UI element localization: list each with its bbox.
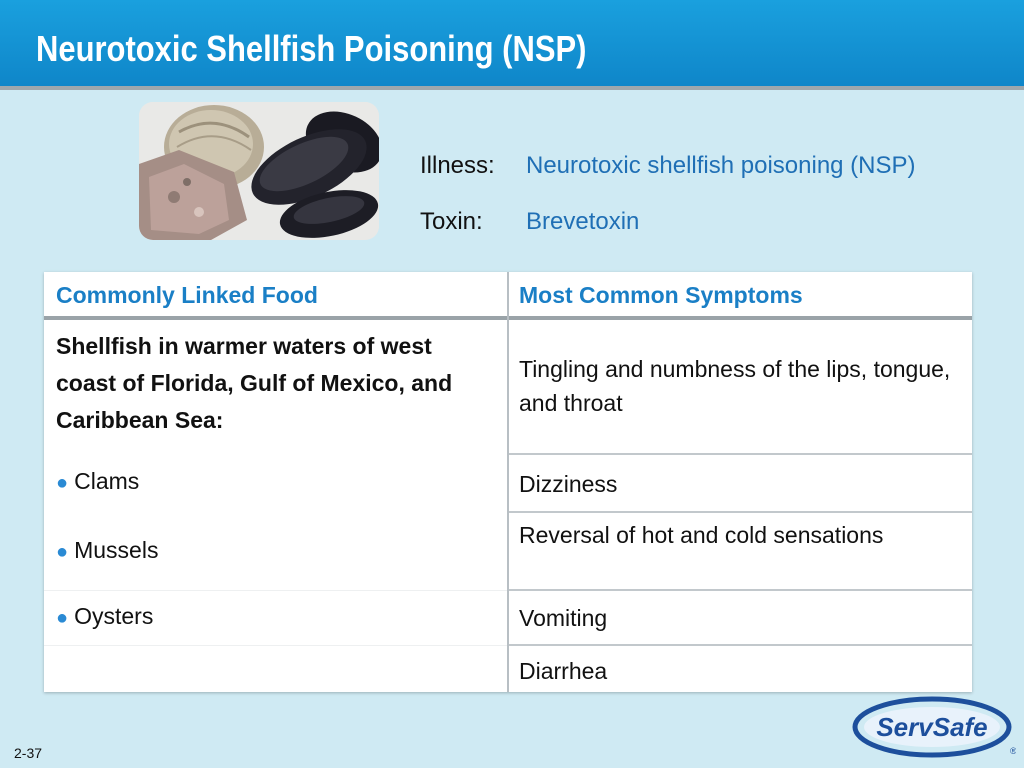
symptom-cell: Diarrhea xyxy=(519,658,608,684)
page-number: 2-37 xyxy=(14,745,43,761)
registered-mark: ® xyxy=(1010,746,1016,756)
symptom-cell: Tingling and numbness of the lips, tongue, and throat xyxy=(519,356,951,416)
bullet-icon: ● xyxy=(56,472,69,494)
header-food: Commonly Linked Food xyxy=(56,282,318,308)
illness-label: Illness: xyxy=(420,152,495,179)
symptom-cell: Vomiting xyxy=(519,605,608,631)
food-item: Oysters xyxy=(74,603,154,629)
bullet-icon: ● xyxy=(56,541,69,563)
row-divider xyxy=(509,644,972,646)
row-divider xyxy=(509,589,972,591)
food-symptom-table xyxy=(44,272,972,692)
illness-value: Neurotoxic shellfish poisoning (NSP) xyxy=(526,152,916,179)
list-item xyxy=(56,468,139,495)
toxin-value: Brevetoxin xyxy=(526,208,640,235)
symptom-cell: Reversal of hot and cold sensations xyxy=(519,522,884,548)
food-item: Mussels xyxy=(74,537,159,563)
header-symptoms: Most Common Symptoms xyxy=(519,282,803,308)
title-bar xyxy=(0,0,1024,90)
row-divider xyxy=(44,645,507,646)
shellfish-photo xyxy=(139,102,379,240)
logo-text: ServSafe xyxy=(876,712,988,742)
bullet-icon: ● xyxy=(56,607,69,629)
row-divider xyxy=(44,590,507,591)
symptom-cell: Dizziness xyxy=(519,471,618,497)
row-divider xyxy=(509,453,972,455)
list-item xyxy=(56,537,158,564)
servsafe-logo xyxy=(852,696,1016,758)
list-item xyxy=(56,603,153,630)
toxin-label: Toxin: xyxy=(420,208,483,235)
food-heading: Shellfish in warmer waters of west coast of Florida, Gulf of Mexico, and Caribbean Sea: xyxy=(56,333,453,433)
column-divider xyxy=(507,272,509,692)
food-item: Clams xyxy=(74,468,140,494)
row-divider xyxy=(509,511,972,513)
slide-title: Neurotoxic Shellfish Poisoning (NSP) xyxy=(36,28,587,69)
